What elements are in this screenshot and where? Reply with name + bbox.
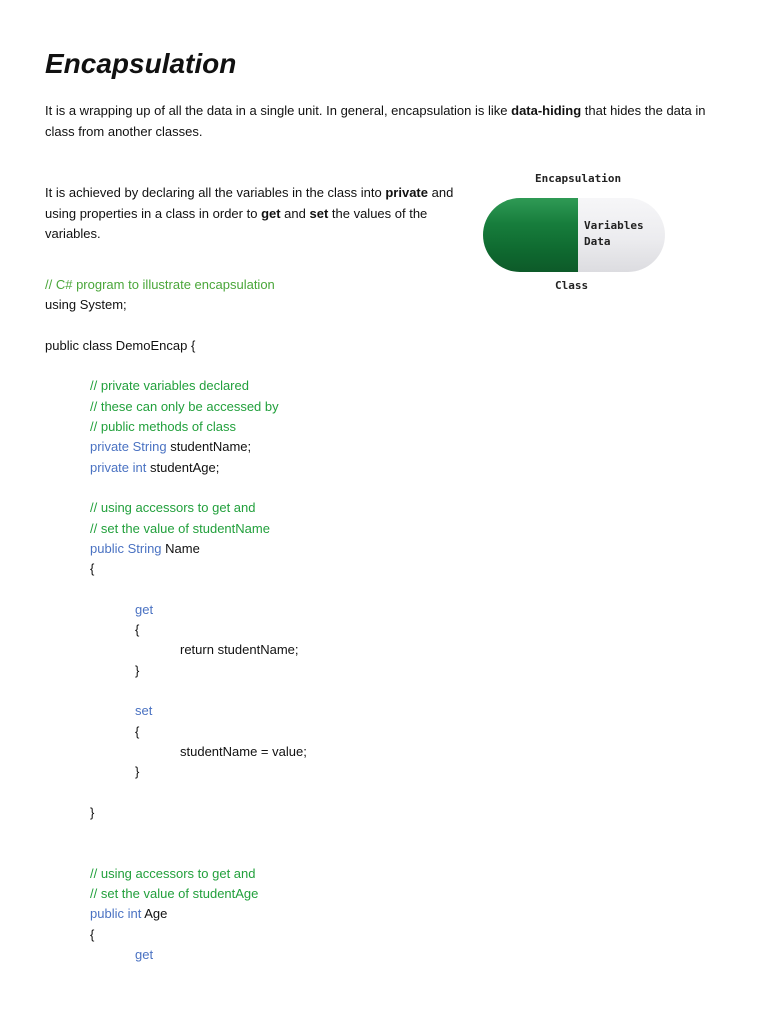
code-keyword: public String [90,540,162,556]
code-line: using System; [45,297,127,313]
code-blank-line [45,843,307,863]
code-comment: // using accessors to get and [90,865,256,881]
code-keyword-set: set [135,703,153,719]
code-text: Age [141,906,168,922]
capsule-shape [483,198,665,272]
code-comment: // private variables declared [90,378,249,394]
achieve-text-2: and using properties in a class in order to [45,185,454,221]
code-text: Name [161,540,200,556]
code-comment: // using accessors to get and [90,500,256,516]
achieve-bold-private: private [385,185,428,200]
code-blank-line [45,579,307,599]
code-blank-line [45,316,307,336]
code-keyword: private String [90,439,167,455]
intro-paragraph [45,101,735,142]
code-blank-line [45,782,307,802]
code-blank-line [45,823,307,843]
code-line [45,458,307,478]
encapsulation-capsule-diagram [470,168,680,298]
capsule-label-variables: Variables [584,219,644,232]
achieve-bold-set: set [309,205,329,221]
intro-bold-term: data-hiding [511,103,582,118]
code-brace: { [90,926,95,942]
code-comment: // these can only be accessed by [90,398,279,414]
code-blank-line [45,681,307,701]
code-keyword: private int [90,459,147,475]
code-keyword-get: get [135,601,154,617]
code-line: public class DemoEncap { [45,337,196,353]
achieve-bold-get: get [261,205,281,221]
capsule-green-half [483,198,578,272]
capsule-inner-text [584,218,644,250]
code-blank-line [45,478,307,498]
code-brace: } [90,804,95,820]
code-text: studentAge; [146,459,220,475]
code-keyword: public int [90,906,142,922]
achieve-text-4: the values of the variables. [45,205,428,241]
code-blank-line [45,356,307,376]
code-brace: { [90,561,95,577]
intro-text-end: that hides the data in class from another classes. [45,103,706,139]
code-keyword-get: get [135,946,154,962]
code-brace: } [135,662,140,678]
code-brace: } [135,764,140,780]
achieve-text: It is achieved by declaring all the variables in the class into [45,185,386,200]
code-comment: // C# program to illustrate encapsulation [45,277,275,292]
page-title: Encapsulation [45,48,237,79]
code-line [45,437,307,457]
diagram-title: Encapsulation [535,172,622,185]
code-line [45,904,307,924]
intro-text: It is a wrapping up of all the data in a single unit. In general, encapsulation is like [45,103,512,118]
code-comment: // public methods of class [90,419,236,435]
code-line [45,539,307,559]
code-listing [45,275,307,965]
code-brace: { [135,723,140,739]
capsule-label-data: Data [584,235,611,248]
code-comment: // set the value of studentAge [90,885,259,901]
code-comment: // set the value of studentName [90,520,270,536]
achieve-paragraph [45,183,455,245]
code-line: return studentName; [180,642,299,658]
diagram-caption: Class [555,279,589,292]
code-line: studentName = value; [180,743,307,759]
code-text: studentName; [166,439,252,455]
achieve-text-3: and [280,205,310,221]
code-brace: { [135,622,140,638]
